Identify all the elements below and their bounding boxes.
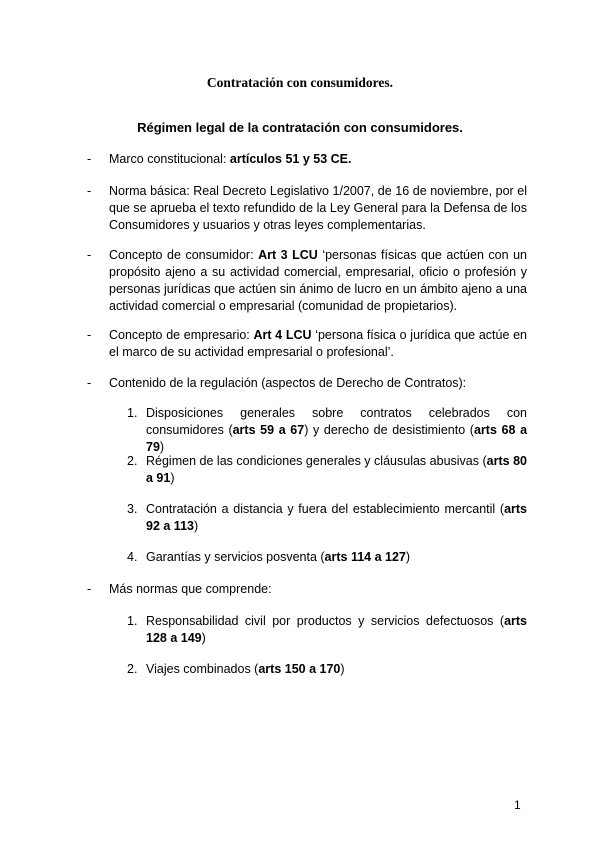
item-text: Contratación a distancia y fuera del establecimiento mercantil ( xyxy=(146,502,505,516)
bullet-norma-basica xyxy=(87,183,527,234)
dash-marker: - xyxy=(87,376,92,390)
bullet-text: Norma básica: Real Decreto Legislativo 1/2007, de 16 de noviembre, por el que se aprueba el texto refundido de la Ley General para la Defensa de los Consumidores y usuarios y otras leyes complementarias. xyxy=(109,184,527,232)
bullet-text: Concepto de consumidor: xyxy=(109,248,259,262)
bullet-bold-ref: Art 4 LCU xyxy=(253,328,312,342)
dash-marker: - xyxy=(87,328,92,342)
item-number: 3. xyxy=(127,502,138,516)
list-item-normas-1 xyxy=(127,613,527,647)
item-text-end: ) xyxy=(159,440,165,454)
item-text: Disposiciones generales sobre contratos celebrados con consumidores ( xyxy=(146,406,527,437)
item-bold-ref: arts 128 a 149 xyxy=(146,614,527,645)
item-text: Responsabilidad civil por productos y servicios defectuosos ( xyxy=(146,614,505,628)
item-text-end: ) xyxy=(201,631,206,645)
item-text: Viajes combinados ( xyxy=(146,662,259,676)
bullet-contenido-regulacion xyxy=(87,375,527,392)
bullet-concepto-consumidor xyxy=(87,247,527,315)
item-bold-ref: arts 80 a 91 xyxy=(146,454,528,485)
bullet-text: Marco constitucional: xyxy=(109,152,230,166)
item-number: 2. xyxy=(127,454,138,468)
item-bold-ref: arts 114 a 127 xyxy=(324,550,406,564)
bullet-concepto-empresario xyxy=(87,327,527,361)
item-text-cont: ) y derecho de desistimiento ( xyxy=(304,423,474,437)
bullet-text: Concepto de empresario: xyxy=(109,328,254,342)
bullet-bold-ref: artículos 51 y 53 CE. xyxy=(229,152,352,166)
item-text-end: ) xyxy=(340,662,345,676)
item-number: 2. xyxy=(127,662,138,676)
item-bold-ref: arts 92 a 113 xyxy=(146,502,527,533)
bullet-text: Contenido de la regulación (aspectos de Derecho de Contratos): xyxy=(109,376,467,390)
list-item-contenido-1 xyxy=(127,405,527,456)
bullet-text: Más normas que comprende: xyxy=(109,582,272,596)
bullet-text-cont: ‘personas físicas que actúen con un propósito ajeno a su actividad comercial, empresarial, oficio o profesión y personas jurídicas que actúen sin ánimo de lucro en un ámbito ajeno a una actividad comercial o empresarial (comunidad de propietarios). xyxy=(109,248,527,313)
bullet-text-cont: ‘persona física o jurídica que actúe en el marco de su actividad empresarial o profesional’. xyxy=(109,328,527,359)
item-number: 4. xyxy=(127,550,138,564)
section-heading: Régimen legal de la contratación con consumidores. xyxy=(137,120,463,135)
list-item-contenido-4 xyxy=(127,549,527,566)
list-item-contenido-3 xyxy=(127,501,527,535)
list-item-normas-2 xyxy=(127,661,527,678)
item-text-end: ) xyxy=(170,471,175,485)
item-text: Garantías y servicios posventa ( xyxy=(146,550,325,564)
document-title: Contratación con consumidores. xyxy=(206,75,394,90)
item-number: 1. xyxy=(127,614,138,628)
item-text: Régimen de las condiciones generales y cláusulas abusivas ( xyxy=(146,454,487,468)
item-bold-ref-2: arts 68 a 79 xyxy=(146,423,528,454)
page-number: 1 xyxy=(514,798,521,812)
dash-marker: - xyxy=(87,152,92,166)
item-text-end: ) xyxy=(193,519,199,533)
bullet-bold-ref: Art 3 LCU xyxy=(258,248,318,262)
dash-marker: - xyxy=(87,582,92,596)
item-text-end: ) xyxy=(405,550,411,564)
bullet-marco-constitucional xyxy=(87,151,527,168)
dash-marker: - xyxy=(87,184,92,198)
item-bold-ref: arts 59 a 67 xyxy=(232,423,305,437)
item-number: 1. xyxy=(127,406,138,420)
bullet-mas-normas xyxy=(87,581,527,598)
dash-marker: - xyxy=(87,248,92,262)
list-item-contenido-2 xyxy=(127,453,527,487)
item-bold-ref: arts 150 a 170 xyxy=(258,662,341,676)
